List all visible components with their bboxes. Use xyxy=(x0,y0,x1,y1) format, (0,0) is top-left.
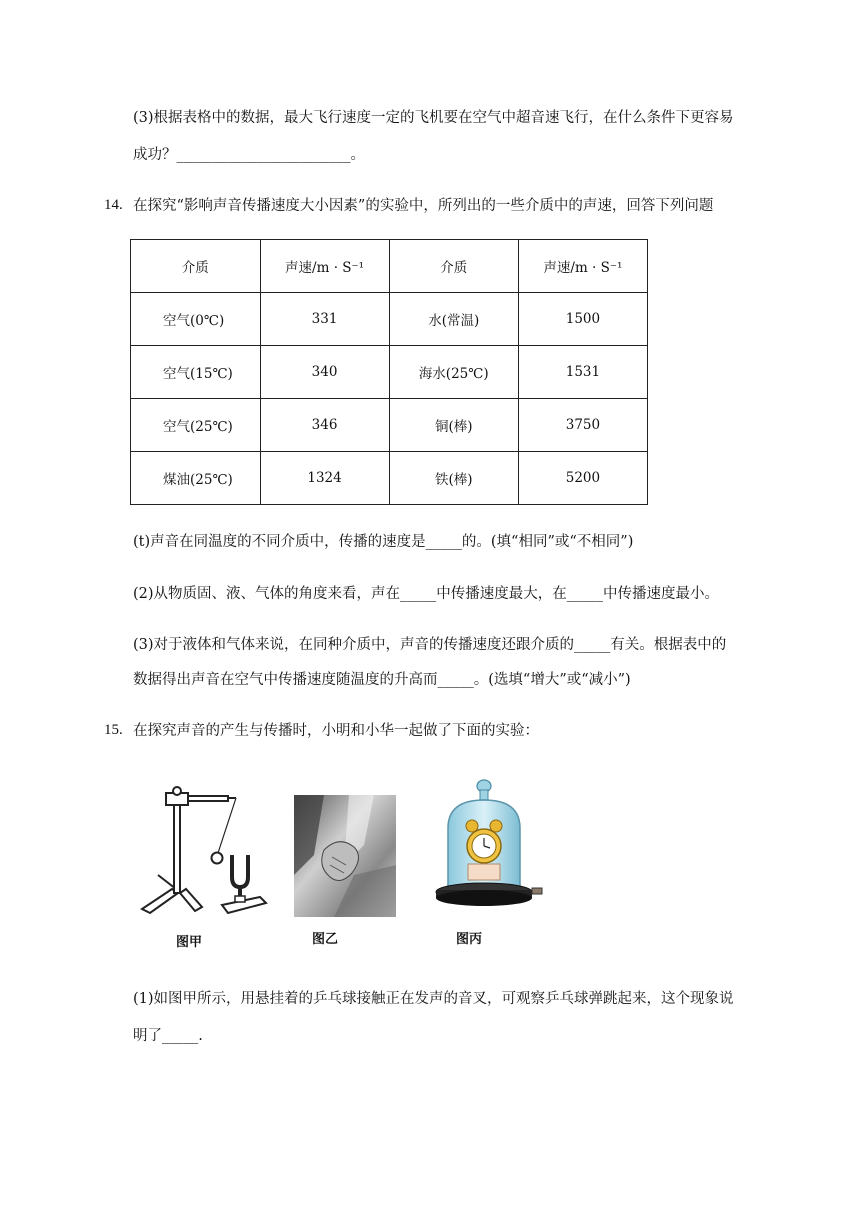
q15-number: 15. xyxy=(104,722,123,738)
table-cell: 3750 xyxy=(518,399,647,452)
q14-part1: (t)声音在同温度的不同介质中，传播的速度是_____的。(填“相同”或“不相同”) xyxy=(133,534,634,550)
q14-part3-line1: (3)对于液体和气体来说，在同种介质中，声音的传播速度还跟介质的_____有关。根据表中的 xyxy=(133,637,727,653)
table-cell: 空气(0℃) xyxy=(131,293,261,346)
figure-label-c: 图丙 xyxy=(456,932,483,947)
q14-stem: 在探究“影响声音传播速度大小因素”的实验中，所列出的一些介质中的声速，回答下列问题 xyxy=(133,198,714,214)
q13-part3-line2: 成功？________________________。 xyxy=(133,147,365,163)
table-cell: 煤油(25℃) xyxy=(131,452,261,505)
table-cell: 331 xyxy=(260,293,389,346)
table-row xyxy=(131,452,648,505)
q14-number: 14. xyxy=(104,197,123,213)
table-cell: 铜(棒) xyxy=(389,399,518,452)
tuning-fork-pendulum-icon xyxy=(140,785,270,925)
table-cell: 1324 xyxy=(260,452,389,505)
table-row xyxy=(131,293,648,346)
q15-part1-line1: (1)如图甲所示，用悬挂着的乒乓球接触正在发声的音叉，可观察乒乓球弹跳起来，这个现象说 xyxy=(133,991,734,1007)
table-cell: 1500 xyxy=(518,293,647,346)
table-header-cell: 声速/m · S⁻¹ xyxy=(260,240,389,293)
table-cell: 1531 xyxy=(518,346,647,399)
table-cell: 水(常温) xyxy=(389,293,518,346)
bell-jar-clock-icon xyxy=(428,778,548,918)
table-header-row xyxy=(131,240,648,293)
table-cell: 空气(25℃) xyxy=(131,399,261,452)
q14-part2: (2)从物质固、液、气体的角度来看，声在_____中传播速度最大，在_____中传播速度最小。 xyxy=(133,586,720,602)
table-row xyxy=(131,346,648,399)
q14-part3-line2: 数据得出声音在空气中传播速度随温度的升高而_____。(选填“增大”或“减小”) xyxy=(133,672,631,688)
hand-photo-icon xyxy=(294,795,396,917)
table-cell: 346 xyxy=(260,399,389,452)
sound-speed-table xyxy=(130,239,648,505)
table-header-cell: 介质 xyxy=(389,240,518,293)
table-header-cell: 介质 xyxy=(131,240,261,293)
q15-part1-line2: 明了_____. xyxy=(133,1028,203,1044)
table-cell: 海水(25℃) xyxy=(389,346,518,399)
table-cell: 铁(棒) xyxy=(389,452,518,505)
table-header-cell: 声速/m · S⁻¹ xyxy=(518,240,647,293)
table-cell: 340 xyxy=(260,346,389,399)
figure-label-b: 图乙 xyxy=(312,932,339,947)
table-cell: 空气(15℃) xyxy=(131,346,261,399)
figure-label-a: 图甲 xyxy=(176,935,203,950)
table-row xyxy=(131,399,648,452)
table-cell: 5200 xyxy=(518,452,647,505)
q13-part3-line1: (3)根据表格中的数据，最大飞行速度一定的飞机要在空气中超音速飞行，在什么条件下更容易 xyxy=(133,110,734,126)
q15-stem: 在探究声音的产生与传播时，小明和小华一起做了下面的实验： xyxy=(133,723,539,739)
